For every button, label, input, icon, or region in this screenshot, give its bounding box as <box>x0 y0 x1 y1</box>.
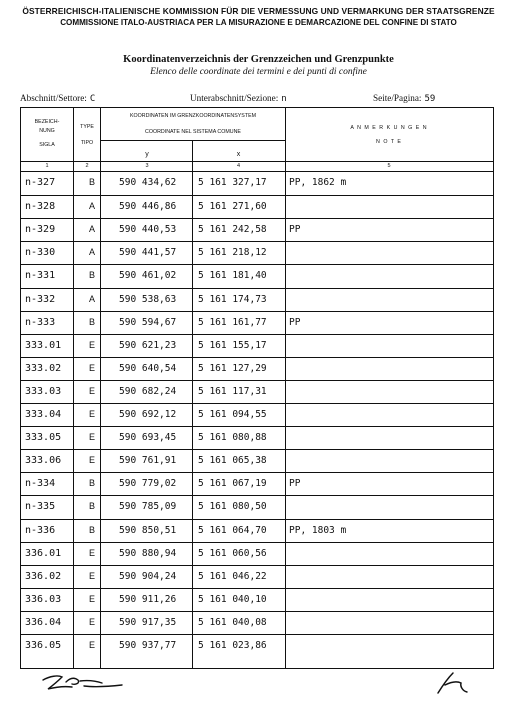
table-row <box>21 357 493 381</box>
coordinate-x: 5 161 181,40 <box>198 270 267 282</box>
table-row <box>21 472 493 496</box>
header-coordinates <box>101 112 285 137</box>
header-coordinates-line2: COORDINATE NEL SISTEMA COMUNE <box>145 129 241 135</box>
page-label: Seite/Pagina: <box>373 93 422 103</box>
table-row <box>21 634 493 658</box>
point-type: E <box>88 385 95 396</box>
coordinate-x: 5 161 327,17 <box>198 177 267 188</box>
point-designation: 336.04 <box>25 616 62 628</box>
table-row <box>21 403 493 427</box>
coordinate-y: 590 850,51 <box>119 524 177 536</box>
page-field <box>373 93 435 104</box>
coordinate-x: 5 161 174,73 <box>198 293 267 305</box>
page-value: 59 <box>424 94 436 104</box>
coordinate-x: 5 161 155,17 <box>198 339 267 351</box>
point-type: E <box>88 640 95 650</box>
signature-right <box>435 671 469 695</box>
header-type <box>74 123 100 148</box>
coordinate-x: 5 161 080,50 <box>198 501 267 513</box>
coordinate-y: 590 441,57 <box>119 247 177 259</box>
coordinate-y: 590 621,23 <box>119 339 177 351</box>
point-designation: 333.01 <box>25 339 62 351</box>
table-row <box>21 334 493 358</box>
coordinate-x: 5 161 060,56 <box>198 547 267 559</box>
table-row <box>21 241 493 265</box>
column-number: 5 <box>387 163 391 169</box>
subsection-label: Unterabschnitt/Sezione: <box>190 93 279 103</box>
point-type: A <box>88 247 95 258</box>
point-type: E <box>88 547 95 558</box>
table-row <box>21 380 493 404</box>
table-row <box>21 495 493 519</box>
coordinate-x: 5 161 080,88 <box>198 432 267 444</box>
coordinate-y: 590 538,63 <box>119 293 177 305</box>
point-type: B <box>88 316 95 327</box>
commission-title-italian: COMMISSIONE ITALO-AUSTRIACA PER LA MISURAZIONE E DEMARCAZIONE DEL CONFINE DI STATO <box>60 18 457 27</box>
coordinate-y: 590 904,24 <box>119 570 177 582</box>
point-designation: 336.03 <box>25 593 62 605</box>
section-value: C <box>89 94 96 104</box>
point-type: B <box>88 177 95 187</box>
point-designation: n-334 <box>25 478 56 490</box>
table-row <box>21 449 493 473</box>
point-designation: n-329 <box>25 224 56 236</box>
point-type: E <box>88 455 95 466</box>
coordinate-x: 5 161 242,58 <box>198 224 267 236</box>
header-type-line2: TIPO <box>80 140 94 146</box>
column-number: 3 <box>145 163 149 169</box>
table-row <box>21 311 493 335</box>
point-note: PP <box>289 224 301 236</box>
point-type: E <box>88 409 95 419</box>
table-row <box>21 172 493 195</box>
coordinate-y: 590 693,45 <box>119 432 177 444</box>
point-type: E <box>88 593 95 604</box>
point-note: PP, 1803 m <box>289 524 347 536</box>
point-designation: 333.03 <box>25 385 62 397</box>
point-note: PP, 1862 m <box>289 177 347 188</box>
header-notes-line2: N O T E <box>376 139 402 145</box>
coordinate-x: 5 161 064,70 <box>198 524 267 536</box>
coordinate-x: 5 161 117,31 <box>198 385 267 397</box>
point-note: PP <box>289 316 301 328</box>
subsection-value: n <box>281 94 287 104</box>
point-designation: 336.05 <box>25 640 62 651</box>
header-notes <box>285 124 493 147</box>
point-type: E <box>88 616 95 627</box>
header-designation <box>21 118 73 150</box>
point-type: A <box>88 293 95 304</box>
document-title-german: Koordinatenverzeichnis der Grenzzeichen und Grenzpunkte <box>123 54 394 65</box>
point-designation: n-335 <box>25 501 56 513</box>
coordinate-x: 5 161 046,22 <box>198 570 267 582</box>
point-type: E <box>88 339 95 350</box>
coordinate-y: 590 440,53 <box>119 224 177 236</box>
header-notes-line1: A N M E R K U N G E N <box>350 125 428 131</box>
coordinate-x: 5 161 040,08 <box>198 616 267 628</box>
coordinate-y: 590 692,12 <box>119 409 177 420</box>
header-x: x <box>236 151 241 158</box>
point-type: E <box>88 570 95 581</box>
table-row <box>21 588 493 612</box>
column-number: 4 <box>236 163 241 169</box>
coordinate-x: 5 161 218,12 <box>198 247 267 259</box>
table-row <box>21 195 493 219</box>
point-designation: 336.02 <box>25 570 62 582</box>
coordinate-y: 590 761,91 <box>119 455 177 467</box>
coordinate-y: 590 937,77 <box>119 640 177 651</box>
coordinate-y: 590 880,94 <box>119 547 177 559</box>
point-designation: 333.05 <box>25 432 62 444</box>
point-designation: n-331 <box>25 270 56 282</box>
coordinate-y: 590 434,62 <box>119 177 177 188</box>
coordinate-x: 5 161 094,55 <box>198 409 267 420</box>
point-type: E <box>88 432 95 443</box>
coordinate-y: 590 917,35 <box>119 616 177 628</box>
table-row <box>21 288 493 312</box>
coordinate-y: 590 461,02 <box>119 270 177 282</box>
header-designation-line1: BEZEICH- <box>34 119 60 125</box>
table-row <box>21 426 493 450</box>
point-note: PP <box>289 478 301 490</box>
point-type: B <box>88 478 95 489</box>
point-designation: n-327 <box>25 177 56 188</box>
header-coordinates-line1: KOORDINATEN IM GRENZKOORDINATENSYSTEM <box>129 113 257 119</box>
column-number: 1 <box>45 163 49 169</box>
coordinate-y: 590 446,86 <box>119 201 177 213</box>
point-type: B <box>88 524 95 535</box>
document-title-italian: Elenco delle coordinate dei termini e dei punti di confine <box>150 67 367 77</box>
coordinate-x: 5 161 271,60 <box>198 201 267 213</box>
header-designation-line2: NUNG <box>39 128 55 134</box>
coordinate-x: 5 161 040,10 <box>198 593 267 605</box>
coords-subheader-rule <box>101 140 285 141</box>
point-designation: 333.02 <box>25 362 62 374</box>
coordinate-x: 5 161 065,38 <box>198 455 267 467</box>
coordinate-y: 590 594,67 <box>119 316 177 328</box>
point-designation: n-336 <box>25 524 56 536</box>
header-designation-line3: SIGLA <box>39 142 55 148</box>
table-row <box>21 218 493 242</box>
point-designation: n-333 <box>25 316 56 328</box>
coordinate-y: 590 682,24 <box>119 385 177 397</box>
coordinate-y: 590 911,26 <box>119 593 177 605</box>
coordinate-y: 590 785,09 <box>119 501 177 513</box>
table-row <box>21 542 493 566</box>
table-row <box>21 264 493 288</box>
point-designation: n-332 <box>25 293 56 305</box>
section-field <box>20 93 95 104</box>
commission-title-german: ÖSTERREICHISCH-ITALIENISCHE KOMMISSION FÜR DIE VERMESSUNG UND VERMARKUNG DER STAATSGRENZE <box>22 6 495 16</box>
point-type: B <box>88 501 95 512</box>
subsection-field <box>190 93 287 104</box>
section-label: Abschnitt/Settore: <box>20 93 87 103</box>
coordinate-x: 5 161 161,77 <box>198 316 267 328</box>
table-row <box>21 519 493 543</box>
point-type: A <box>88 224 95 235</box>
header-y: y <box>145 151 149 158</box>
point-designation: n-330 <box>25 247 56 259</box>
coordinate-x: 5 161 127,29 <box>198 362 267 374</box>
point-type: E <box>88 362 95 373</box>
header-type-line1: TYPE <box>80 124 94 130</box>
table-row <box>21 611 493 635</box>
coordinates-table <box>20 107 494 669</box>
table-row <box>21 565 493 589</box>
coordinate-x: 5 161 023,86 <box>198 640 267 651</box>
coordinate-y: 590 779,02 <box>119 478 177 490</box>
point-designation: 336.01 <box>25 547 62 559</box>
point-designation: n-328 <box>25 201 56 213</box>
signature-left <box>40 672 125 694</box>
coordinate-x: 5 161 067,19 <box>198 478 267 490</box>
point-designation: 333.06 <box>25 455 62 467</box>
header-rule <box>21 161 493 162</box>
coordinate-y: 590 640,54 <box>119 362 177 374</box>
column-number: 2 <box>85 163 89 169</box>
point-type: A <box>88 201 95 212</box>
point-type: B <box>88 270 95 281</box>
point-designation: 333.04 <box>25 409 62 420</box>
